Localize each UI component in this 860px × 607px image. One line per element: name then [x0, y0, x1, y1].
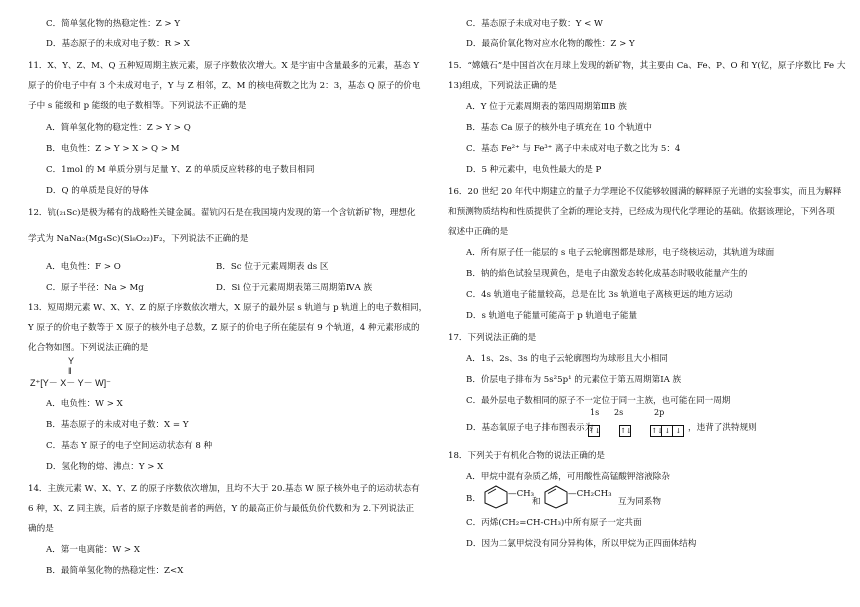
q17-option-a: A．1s、2s、3s 的电子云轮廓图均为球形且大小相同	[466, 354, 668, 364]
q11-option-b: B．电负性：Z > Y > X > Q > M	[46, 144, 180, 154]
q15-option-a: A．Y 位于元素周期表的第四周期第ⅢB 族	[466, 102, 627, 112]
q18-stem: 18．下列关于有机化合物的说法正确的是	[448, 451, 606, 461]
orbital-box-1s: ↑↓	[589, 426, 601, 435]
q18b-substituent-1: —CH₃	[508, 489, 535, 499]
q13-structure-formula: Z⁺[Y－ X－ Y－ W]⁻	[30, 378, 111, 388]
q15-option-b: B．基态 Ca 原子的核外电子填充在 10 个轨道中	[466, 123, 652, 133]
q11-stem-1: 11．X、Y、Z、M、Q 五种短周期主族元素，原子序数依次增大。X 是宇宙中含量最多的元素，基态 Y	[28, 61, 420, 71]
q16-option-c: C．4s 轨道电子能量较高，总是在比 3s 轨道电子离核更远的地方运动	[466, 290, 733, 300]
q16-stem-3: 叙述中正确的是	[448, 227, 509, 237]
q15-stem-2: 13)组成，下列说法正确的是	[448, 81, 557, 91]
q12-option-c: C．原子半径：Na > Mg	[46, 283, 144, 293]
orbital-box-2s: ↑↓	[620, 426, 632, 435]
q14-stem-1: 14．主族元素 W、X、Y、Z 的原子序数依次增加，且均不大于 20.基态 W 原子核外电子的运动状态有	[28, 484, 420, 494]
q11-stem-2: 原子的价电子中有 3 个未成对电子，Y 与 Z 相邻，Z、M 的核电荷数之比为 2：3，基态 Q 原子的价电	[28, 81, 421, 91]
orbital-box-2p-3: ↓	[672, 425, 684, 437]
q14-option-b: B．最简单氢化物的热稳定性：Z<X	[46, 566, 184, 576]
q18-option-c: C．丙烯(CH₂=CH-CH₃)中所有原子一定共面	[466, 518, 642, 528]
cyclohexene-ring-1	[482, 484, 510, 510]
q16-stem-2: 和预测物质结构和性质提供了全新的理论支持，已经成为现代化学理论的基础。依据该理论，下列各项	[448, 207, 835, 217]
q10-option-c: C．简单氢化物的热稳定性：Z > Y	[46, 19, 181, 29]
q15-stem-1: 15．“嫦娥石”是中国首次在月球上发现的新矿物，其主要由 Ca、Fe、P、O 和 Y(钇，原子序数比 Fe 大	[448, 61, 846, 71]
q12-stem-2: 学式为 NaNa₂(Mg₄Sc)(Si₈O₂₂)F₂，下列说法不正确的是	[28, 234, 249, 244]
q13-option-c: C．基态 Y 原子的电子空间运动状态有 8 种	[46, 441, 213, 451]
q18-option-a: A．甲烷中混有杂质乙烯，可用酸性高锰酸钾溶液除杂	[466, 472, 670, 482]
q16-option-a: A．所有原子任一能层的 s 电子云轮廓图都是球形，电子绕核运动，其轨道为球面	[466, 248, 775, 258]
q14-option-d: D．最高价氧化物对应水化物的酸性：Z > Y	[466, 39, 635, 49]
orbital-box-2p-2: ↓	[661, 425, 673, 437]
q14-option-c: C．基态原子未成对电子数：Y < W	[466, 19, 603, 29]
q17-option-c: C．最外层电子数相同的原子不一定位于同一主族，也可能在同一周期	[466, 396, 731, 406]
q12-option-b: B．Sc 位于元素周期表 ds 区	[216, 262, 329, 272]
q15-option-c: C．基态 Fe²⁺ 与 Fe³⁺ 离子中未成对电子数之比为 5：4	[466, 144, 681, 154]
orbital-diagram	[588, 420, 683, 439]
q11-option-c: C．1mol 的 M 单质分别与足量 Y、Z 的单质反应转移的电子数目相同	[46, 165, 315, 175]
orbital-label-1s: 1s	[590, 408, 600, 417]
orbital-box-2p-1: ↑↓	[651, 426, 664, 435]
q13-structure-top: Y	[68, 356, 75, 366]
q11-option-a: A．简单氢化物的稳定性：Z > Y > Q	[46, 123, 191, 133]
q18b-substituent-2: —CH₂CH₃	[568, 489, 612, 499]
q13-structure-bond: ‖	[68, 366, 72, 376]
q13-option-d: D．氢化物的熔、沸点：Y > X	[46, 462, 164, 472]
q18b-and: 和	[532, 497, 541, 507]
q17-option-d-tail: ，违背了洪特规则	[688, 423, 757, 433]
q12-option-a: A．电负性：F > O	[46, 262, 121, 272]
q18-option-b: B．	[466, 494, 481, 504]
q16-stem-1: 16．20 世纪 20 年代中期建立的量子力学理论不仅能够较圆满的解释原子光谱的实验事实，而且为解释	[448, 187, 842, 197]
orbital-label-2s: 2s	[614, 408, 624, 417]
q15-option-d: D．5 种元素中，电负性最大的是 P	[466, 165, 602, 175]
q10-option-d: D．基态原子的未成对电子数：R > X	[46, 39, 190, 49]
q12-stem-1: 12．钪(₂₁Sc)是极为稀有的战略性关键金属。翟钪闪石是在我国境内发现的第一个含钪新矿物，理想化	[28, 208, 416, 218]
q11-stem-3: 子中 s 能级和 p 能级的电子数相等。下列说法不正确的是	[28, 101, 247, 111]
q14-stem-3: 确的是	[28, 524, 54, 534]
orbital-label-2p: 2p	[654, 408, 665, 417]
q11-option-d: D．Q 的单质是良好的导体	[46, 186, 149, 196]
q18-option-d: D．因为二氯甲烷没有同分异构体，所以甲烷为正四面体结构	[466, 539, 697, 549]
q12-option-d: D．Si 位于元素周期表第三周期第ⅣA 族	[216, 283, 373, 293]
q16-option-b: B．钠的焰色试验呈现黄色，是电子由激发态转化成基态时吸收能量产生的	[466, 269, 748, 279]
q13-stem-1: 13．短周期元素 W、X、Y、Z 的原子序数依次增大，X 原子的最外层 s 轨道与 p 轨道上的电子数相同，	[28, 303, 428, 313]
q17-option-d: D．基态氧原子电子排布图表示为	[466, 423, 594, 433]
q14-option-a: A．第一电离能：W > X	[46, 545, 140, 555]
q16-option-d: D．s 轨道电子能量可能高于 p 轨道电子能量	[466, 311, 638, 321]
cyclohexene-ring-2	[542, 484, 570, 510]
q13-option-b: B．基态原子的未成对电子数：X = Y	[46, 420, 189, 430]
q18b-tail: 互为同系物	[618, 497, 661, 507]
q17-option-b: B．价层电子排布为 5s²5p¹ 的元素位于第五周期第ⅠA 族	[466, 375, 682, 385]
q13-stem-2: Y 原子的价电子数等于 X 原子的核外电子总数，Z 原子的价电子所在能层有 9 个轨道，4 种元素形成的	[28, 323, 420, 333]
q17-stem: 17．下列说法正确的是	[448, 333, 537, 343]
q13-stem-3: 化合物如图。下列说法正确的是	[28, 343, 149, 353]
q13-option-a: A．电负性：W > X	[46, 399, 123, 409]
q14-stem-2: 6 种，X、Z 同主族，后者的原子序数是前者的两倍，Y 的最高正价与最低负价代数和为 2.下列说法正	[28, 504, 415, 514]
